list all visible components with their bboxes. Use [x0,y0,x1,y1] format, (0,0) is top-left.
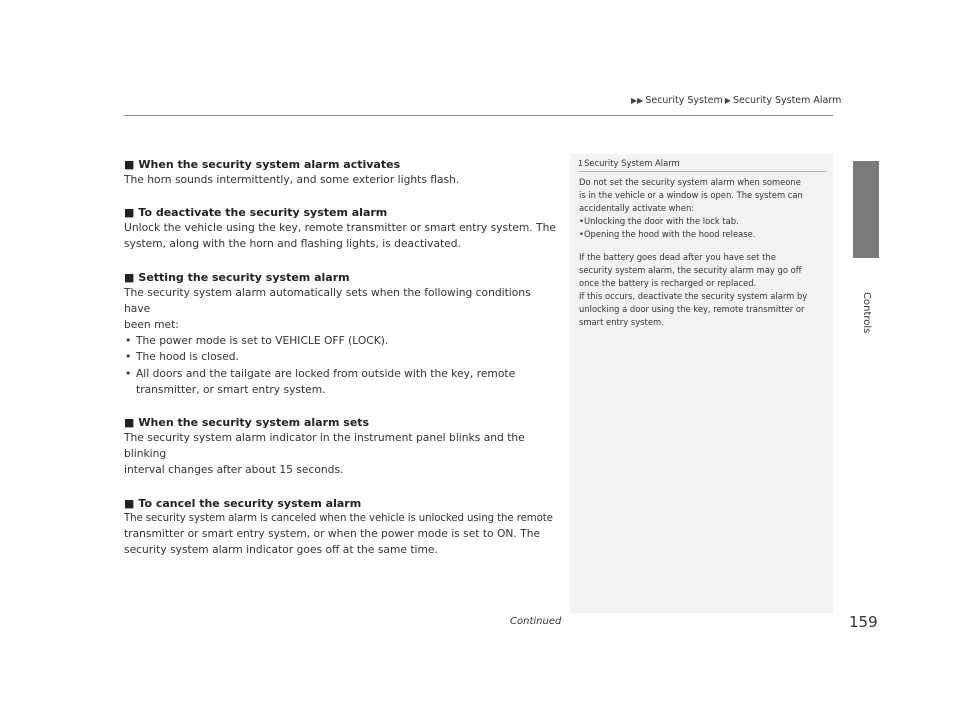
note-line: accidentally activate when: [579,203,695,213]
note-number: 1 [578,159,584,168]
note-line: If the battery goes dead after you have set the [579,252,776,262]
list-item: • The hood is closed. [124,349,560,365]
section-body-line: The security system alarm is canceled when the vehicle is unlocked using the remote [124,512,553,524]
section-body-line: security system alarm indicator goes off at the same time. [124,543,438,557]
square-bullet-icon: ■ [124,416,135,430]
note-line: once the battery is recharged or replaced. [579,278,757,288]
note-line: smart entry system. [579,317,664,327]
section-body-line: The security system alarm automatically sets when the following conditions have [124,285,531,315]
list-item: • The power mode is set to VEHICLE OFF (LOCK). [124,333,560,349]
main-content [124,154,560,576]
note-line: Do not set the security system alarm when someone [579,177,801,187]
note-bullet: •Unlocking the door with the lock tab. [579,216,739,226]
note-body [579,176,829,329]
arrow-icon: ▶ [724,96,731,105]
section-body-line: interval changes after about 15 seconds. [124,463,344,477]
list-item-continuation: transmitter, or smart entry system. [136,382,326,396]
note-line: unlocking a door using the key, remote transmitter or [579,304,805,314]
header-divider [124,115,833,116]
square-bullet-icon: ■ [124,158,135,171]
note-line: If this occurs, deactivate the security system alarm by [579,291,808,301]
bullet-icon: • [125,334,132,348]
note-title: 1Security System Alarm [578,158,827,172]
list-item: • All doors and the tailgate are locked from outside with the key, remote [124,366,560,382]
square-bullet-icon: ■ [124,206,135,220]
chapter-tab-marker [853,161,879,258]
square-bullet-icon: ■ [124,270,135,284]
double-arrow-icon: ▶▶ [631,96,644,105]
section-cancel-alarm [124,496,560,559]
section-body: The horn sounds intermittently, and some exterior lights flash. [124,173,460,186]
chapter-label: Controls [861,292,872,334]
section-body-line: system, along with the horn and flashing lights, is deactivated. [124,237,461,251]
section-body-line: The security system alarm indicator in the instrument panel blinks and the blinking [124,431,525,461]
condition-list [124,333,560,398]
bullet-icon: • [125,350,132,364]
note-line: security system alarm, the security alarm may go off [579,265,802,275]
section-alarm-sets [124,415,560,479]
section-deactivate-alarm [124,205,560,252]
section-body-line: transmitter or smart entry system, or when the power mode is set to ON. The [124,527,541,541]
section-heading: ■ To deactivate the security system alarm [124,206,388,220]
section-alarm-activates [124,157,560,188]
square-bullet-icon: ■ [124,496,135,510]
breadcrumb-security-system[interactable]: Security System [645,95,723,106]
section-heading: ■ When the security system alarm activates [124,158,401,171]
note-bullet: •Opening the hood with the hood release. [579,229,756,239]
section-body-line: Unlock the vehicle using the key, remote transmitter or smart entry system. The [124,221,556,235]
section-heading: ■ Setting the security system alarm [124,270,350,284]
section-body-line: been met: [124,318,179,332]
continued-label: Continued [510,616,562,627]
note-line: is in the vehicle or a window is open. The system can [579,190,803,200]
breadcrumb-security-system-alarm[interactable]: Security System Alarm [732,95,842,106]
note-panel [570,154,833,613]
breadcrumb [629,95,841,106]
bullet-icon: • [125,366,132,380]
section-setting-alarm [124,270,560,398]
section-heading: ■ When the security system alarm sets [124,416,370,430]
section-heading: ■ To cancel the security system alarm [124,496,362,510]
page-number: 159 [849,613,878,631]
